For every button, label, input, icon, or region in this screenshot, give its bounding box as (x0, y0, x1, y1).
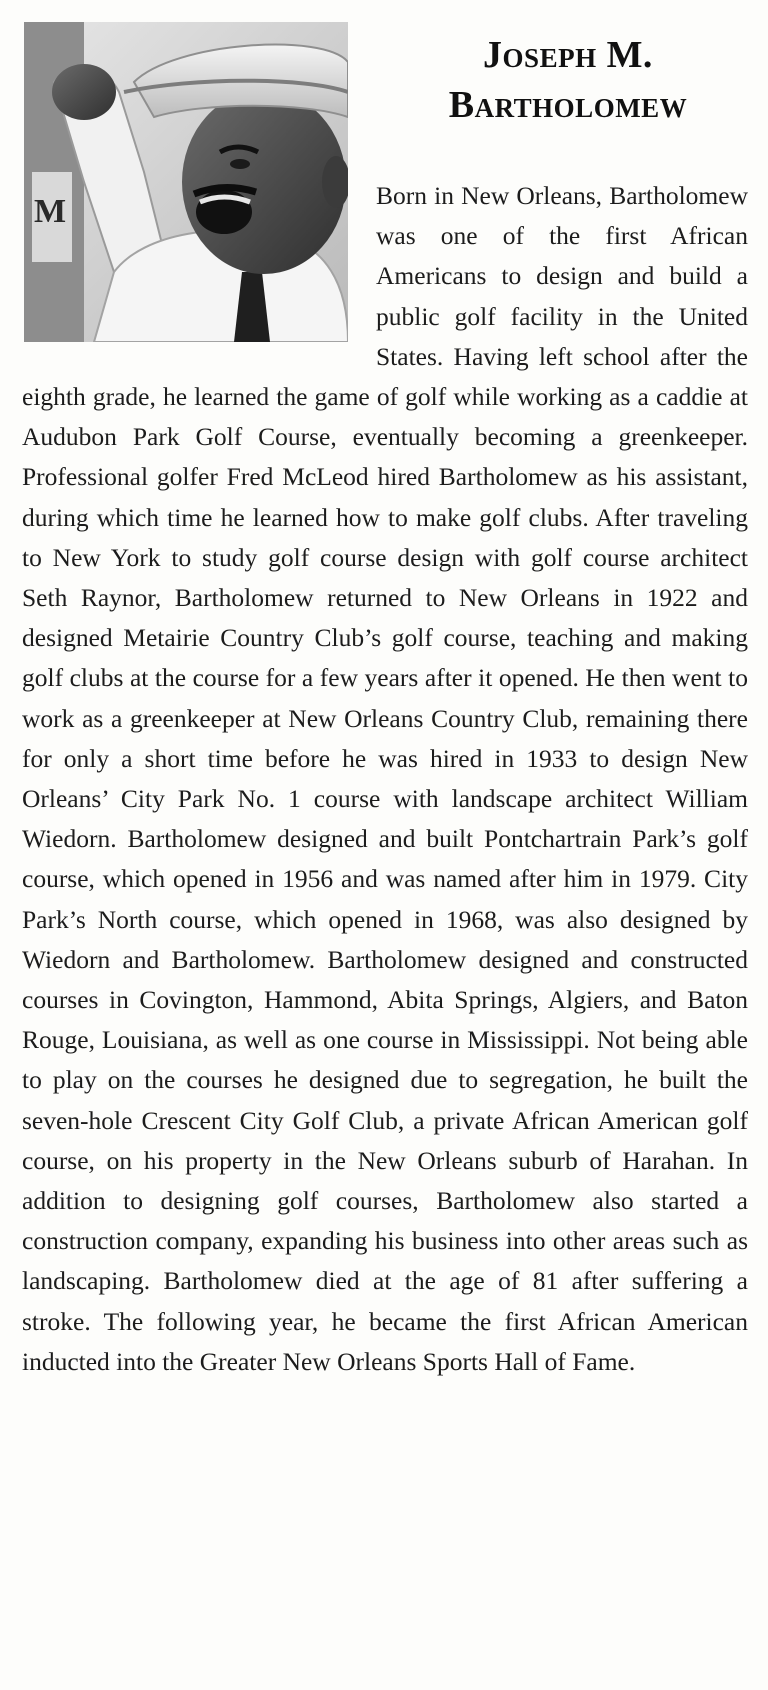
svg-text:M: M (34, 193, 67, 230)
article-body-text: Born in New Orleans, Bartholomew was one of the first African Americans to design and build a public golf facility in the United States. Having left school after the eighth grade, he learned the game of golf while working as a caddie at Audubon Park Golf Course, eventually becoming a greenkeeper. Professional golfer Fred McLeod hired Bartholomew as his assistant, during which time he learned how to make golf clubs. After traveling to New York to study golf course design with golf course architect Seth Raynor, Bartholomew returned to New Orleans in 1922 and designed Metairie Country Club’s golf course, teaching and making golf clubs at the course for a few years after it opened. He then went to work as a greenkeeper at New Orleans Country Club, remaining there for only a short time before he was hired in 1933 to design New Orleans’ City Park No. 1 course with landscape architect William Wiedorn. Bartholomew designed and built Pontchartrain Park’s golf course, which opened in 1956 and was named after him in 1979. City Park’s North course, which opened in 1968, was also designed by Wiedorn and Bartholomew. Bartholomew designed and constructed courses in Covington, Hammond, Abita Springs, Algiers, and Baton Rouge, Louisiana, as well as one course in Mississippi. Not being able to play on the courses he designed due to segregation, he built the seven-hole Crescent City Golf Club, a private African American golf course, on his property in the New Orleans suburb of Harahan. In addition to designing golf courses, Bartholomew also started a construction company, expanding his business into other areas such as landscaping. Bartholomew died at the age of 81 after suffering a stroke. The following year, he became the first African American inducted into the Greater New Orleans Sports Hall of Fame. (22, 181, 748, 1376)
article-title: Joseph M. Bartholomew (448, 34, 688, 126)
photo-wrap-spacer (22, 176, 372, 360)
article-body (22, 176, 748, 1382)
